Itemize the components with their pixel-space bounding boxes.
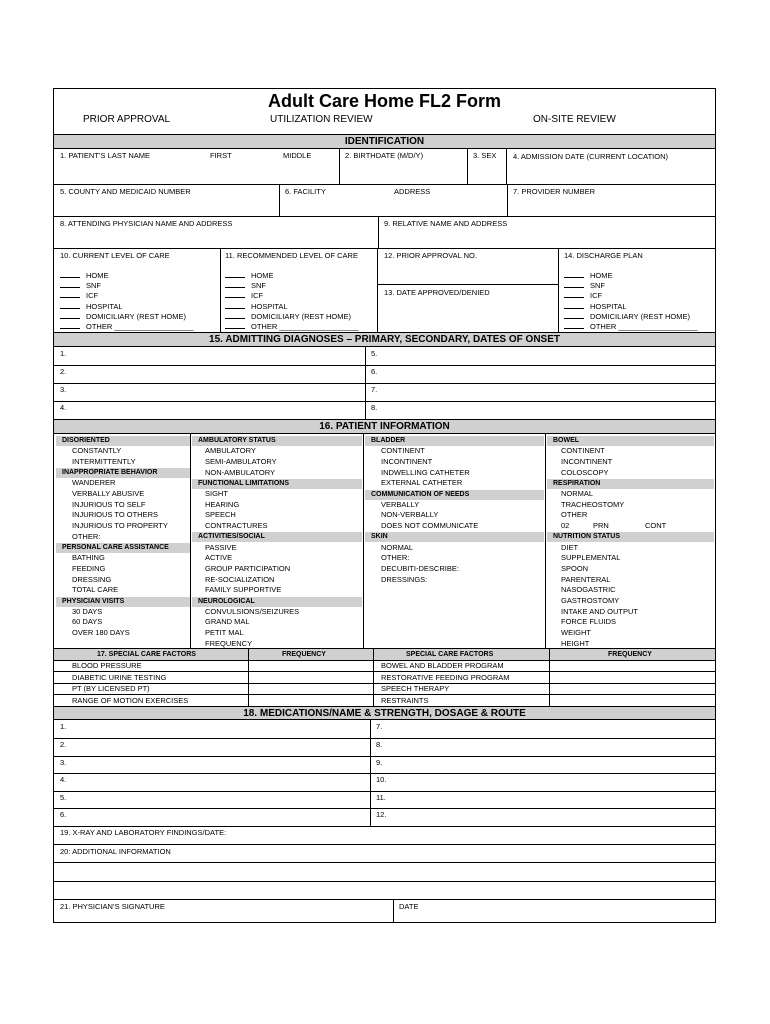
special-care-diabetic-urine[interactable]: DIABETIC URINE TESTING <box>72 673 167 682</box>
patient-info-item[interactable]: INJURIOUS TO SELF <box>72 499 146 509</box>
option-snf[interactable]: SNF <box>60 280 194 290</box>
patient-info-item[interactable]: INTAKE AND OUTPUT <box>561 606 638 616</box>
middle-name-label: MIDDLE <box>283 151 312 160</box>
patient-info-item[interactable]: GASTROSTOMY <box>561 596 620 605</box>
section-heading: RESPIRATION <box>547 479 714 489</box>
option-icf[interactable]: ICF <box>60 290 194 300</box>
signature-date-label[interactable]: DATE <box>399 902 419 911</box>
section-heading: PHYSICIAN VISITS <box>56 597 190 607</box>
patient-info-item[interactable]: INCONTINENT <box>561 456 613 466</box>
patient-info-item[interactable]: INJURIOUS TO PROPERTY <box>72 521 168 531</box>
patient-info-item[interactable]: GROUP PARTICIPATION <box>205 563 291 573</box>
section-heading: NEUROLOGICAL <box>192 597 362 607</box>
patient-info-item[interactable]: SIGHT <box>205 489 228 498</box>
patient-info-item[interactable]: NORMAL <box>561 489 594 498</box>
patient-info-item[interactable]: OTHER: <box>381 553 410 563</box>
patient-info-item[interactable]: FEEDING <box>72 563 106 573</box>
medication-5[interactable]: 5. <box>60 793 67 802</box>
medication-6[interactable]: 6. <box>60 810 67 819</box>
patient-info-item[interactable]: FORCE FLUIDS <box>561 617 617 627</box>
medication-4[interactable]: 4. <box>60 775 67 784</box>
medications-header: 18. MEDICATIONS/NAME & STRENGTH, DOSAGE & ROUTE <box>54 706 715 720</box>
diagnosis-8[interactable]: 8. <box>371 403 378 412</box>
option-other[interactable]: OTHER ___________________ <box>564 321 698 331</box>
option-home[interactable]: HOME <box>60 270 194 280</box>
patient-info-item[interactable]: GRAND MAL <box>205 617 250 627</box>
patient-info-item[interactable]: DRESSINGS: <box>381 574 428 584</box>
utilization-review-option[interactable]: UTILIZATION REVIEW <box>270 114 373 125</box>
medication-12[interactable]: 12. <box>376 810 387 819</box>
patient-info-item[interactable]: DRESSING <box>72 574 112 584</box>
current-level-label: 10. CURRENT LEVEL OF CARE <box>60 251 170 260</box>
option-hospital[interactable]: HOSPITAL <box>225 301 359 311</box>
patient-info-item[interactable]: VERBALLY ABUSIVE <box>72 489 145 498</box>
section-heading: FUNCTIONAL LIMITATIONS <box>192 479 362 489</box>
current-level-options <box>60 270 194 331</box>
special-care-bowel-bladder[interactable]: BOWEL AND BLADDER PROGRAM <box>381 661 504 670</box>
on-site-review-option[interactable]: ON-SITE REVIEW <box>533 114 616 125</box>
patient-info-item[interactable]: PARENTERAL <box>561 574 611 584</box>
section-heading: BLADDER <box>365 436 544 446</box>
diagnosis-5[interactable]: 5. <box>371 349 378 358</box>
prior-approval-no-label: 12. PRIOR APPROVAL NO. <box>384 251 477 260</box>
patient-info-item[interactable]: FAMILY SUPPORTIVE <box>205 585 282 595</box>
patient-info-item[interactable]: INTERMITTENTLY <box>72 456 136 466</box>
special-care-pt[interactable]: PT (BY LICENSED PT) <box>72 684 150 693</box>
physician-signature-label[interactable]: 21. PHYSICIAN’S SIGNATURE <box>60 902 165 911</box>
xray-lab-label[interactable]: 19. X-RAY AND LABORATORY FINDINGS/DATE: <box>60 828 227 837</box>
diagnoses-header: 15. ADMITTING DIAGNOSES – PRIMARY, SECONDARY, DATES OF ONSET <box>54 332 715 347</box>
admission-date-label: 4. ADMISSION DATE (CURRENT LOCATION) <box>513 152 669 161</box>
provider-number-label: 7. PROVIDER NUMBER <box>513 187 596 196</box>
section-heading: SKIN <box>365 532 544 542</box>
special-care-speech-therapy[interactable]: SPEECH THERAPY <box>381 684 450 693</box>
special-care-header: 17. SPECIAL CARE FACTORS <box>97 651 196 658</box>
patient-info-item[interactable]: PASSIVE <box>205 542 237 552</box>
patient-info-item[interactable]: CONTRACTURES <box>205 521 268 531</box>
special-care-header-right: SPECIAL CARE FACTORS <box>406 651 494 658</box>
section-heading: COMMUNICATION OF NEEDS <box>365 490 544 500</box>
patient-info-item[interactable]: SPOON <box>561 563 589 573</box>
section-heading: INAPPROPRIATE BEHAVIOR <box>56 468 190 478</box>
patient-info-item[interactable]: SUPPLEMENTAL <box>561 553 621 563</box>
patient-info-item[interactable]: TOTAL CARE <box>72 585 119 595</box>
diagnosis-4[interactable]: 4. <box>60 403 67 412</box>
option-home[interactable]: HOME <box>225 270 359 280</box>
first-name-label: FIRST <box>210 151 232 160</box>
relative-label: 9. RELATIVE NAME AND ADDRESS <box>384 219 508 228</box>
medication-7[interactable]: 7. <box>376 722 383 731</box>
date-approved-label: 13. DATE APPROVED/DENIED <box>384 288 490 297</box>
section-heading: DISORIENTED <box>56 436 190 446</box>
patient-info-item[interactable]: WANDERER <box>72 478 116 488</box>
patient-info-item[interactable]: DECUBITI-DESCRIBE: <box>381 563 459 573</box>
option-snf[interactable]: SNF <box>564 280 698 290</box>
special-care-restraints[interactable]: RESTRAINTS <box>381 696 429 705</box>
patient-info-item[interactable]: CONVULSIONS/SEIZURES <box>205 606 300 616</box>
discharge-plan-label: 14. DISCHARGE PLAN <box>564 251 643 260</box>
identification-header: IDENTIFICATION <box>54 134 715 149</box>
section-heading: AMBULATORY STATUS <box>192 436 362 446</box>
patient-info-item[interactable]: AMBULATORY <box>205 446 256 456</box>
patient-info-item[interactable]: SEMI-AMBULATORY <box>205 456 277 466</box>
patient-info-item[interactable]: FREQUENCY <box>205 638 253 648</box>
patient-info-item[interactable]: RE-SOCIALIZATION <box>205 574 275 584</box>
birthdate-label: 2. BIRTHDATE (M/D/Y) <box>345 151 424 160</box>
special-care-frequency-header-left: FREQUENCY <box>282 651 326 658</box>
patient-info-item[interactable]: 30 DAYS <box>72 606 103 616</box>
section-heading: PERSONAL CARE ASSISTANCE <box>56 543 190 553</box>
option-domiciliary[interactable]: DOMICILIARY (REST HOME) <box>225 311 359 321</box>
medication-2[interactable]: 2. <box>60 740 67 749</box>
option-other[interactable]: OTHER ___________________ <box>60 321 194 331</box>
prior-approval-option[interactable]: PRIOR APPROVAL <box>83 114 171 125</box>
form-title: Adult Care Home FL2 Form <box>267 91 502 111</box>
patient-info-item[interactable]: EXTERNAL CATHETER <box>381 478 463 488</box>
medication-9[interactable]: 9. <box>376 758 383 767</box>
patient-info-item[interactable]: 60 DAYS <box>72 617 103 627</box>
facility-label: 6. FACILITY <box>285 187 326 196</box>
sex-label: 3. SEX <box>473 151 497 160</box>
patient-info-item[interactable]: COLOSCOPY <box>561 467 609 477</box>
recommended-level-label: 11. RECOMMENDED LEVEL OF CARE <box>225 251 358 260</box>
section-heading: NUTRITION STATUS <box>547 532 714 542</box>
medication-10[interactable]: 10. <box>376 775 387 784</box>
patient-info-item[interactable]: OVER 180 DAYS <box>72 628 130 638</box>
diagnosis-6[interactable]: 6. <box>371 367 378 376</box>
section-heading: BOWEL <box>547 436 714 446</box>
diagnosis-7[interactable]: 7. <box>371 385 378 394</box>
patient-info-item[interactable]: DIET <box>561 542 579 552</box>
medication-3[interactable]: 3. <box>60 758 67 767</box>
recommended-level-options <box>225 270 359 331</box>
patient-info-item[interactable]: HEIGHT <box>561 638 590 648</box>
patient-info-item[interactable]: ACTIVE <box>205 553 233 563</box>
patient-info-item[interactable]: INJURIOUS TO OTHERS <box>72 510 158 520</box>
discharge-plan-options <box>564 270 698 331</box>
special-care-frequency-header-right: FREQUENCY <box>608 651 652 658</box>
medication-11[interactable]: 11. <box>376 793 386 802</box>
patient-info-item[interactable]: VERBALLY <box>381 499 420 509</box>
patient-info-item[interactable]: INCONTINENT <box>381 456 433 466</box>
option-hospital[interactable]: HOSPITAL <box>60 301 194 311</box>
patient-info-item[interactable]: NORMAL <box>381 542 414 552</box>
patient-info-item[interactable]: NASOGASTRIC <box>561 585 616 595</box>
patient-info-item[interactable]: CONTINENT <box>381 446 425 456</box>
patient-info-item[interactable]: NON-VERBALLY <box>381 510 439 520</box>
option-icf[interactable]: ICF <box>225 290 359 300</box>
special-care-blood-pressure[interactable]: BLOOD PRESSURE <box>72 661 142 670</box>
section-heading: ACTIVITIES/SOCIAL <box>192 532 362 542</box>
patient-info-item[interactable]: CONSTANTLY <box>72 446 122 456</box>
county-medicaid-label: 5. COUNTY AND MEDICAID NUMBER <box>60 187 191 196</box>
special-care-range-of-motion[interactable]: RANGE OF MOTION EXERCISES <box>72 696 189 705</box>
attending-physician-label: 8. ATTENDING PHYSICIAN NAME AND ADDRESS <box>60 219 233 228</box>
patient-info-item[interactable]: OTHER <box>561 510 588 520</box>
option-hospital[interactable]: HOSPITAL <box>564 301 698 311</box>
patient-info-item[interactable]: SPEECH <box>205 510 236 520</box>
diagnosis-1[interactable]: 1. <box>60 349 67 358</box>
option-domiciliary[interactable]: DOMICILIARY (REST HOME) <box>60 311 194 321</box>
patient-info-item[interactable]: BATHING <box>72 553 105 563</box>
o2-cont-label[interactable]: CONT <box>645 521 667 530</box>
patient-info-item[interactable]: NON-AMBULATORY <box>205 467 276 477</box>
option-snf[interactable]: SNF <box>225 280 359 290</box>
address-label: ADDRESS <box>394 187 431 196</box>
special-care-restorative-feeding[interactable]: RESTORATIVE FEEDING PROGRAM <box>381 673 510 682</box>
patient-info-item[interactable]: WEIGHT <box>561 628 591 638</box>
diagnosis-3[interactable]: 3. <box>60 385 67 394</box>
patient-info-item[interactable]: HEARING <box>205 499 240 509</box>
medication-8[interactable]: 8. <box>376 740 383 749</box>
patient-info-item[interactable]: PETIT MAL <box>205 628 244 638</box>
patient-info-item[interactable]: DOES NOT COMMUNICATE <box>381 521 479 531</box>
additional-info-label[interactable]: 20: ADDITIONAL INFORMATION <box>60 847 171 856</box>
patient-info-header: 16. PATIENT INFORMATION <box>54 419 715 434</box>
patient-info-item[interactable]: TRACHEOSTOMY <box>561 499 625 509</box>
patient-info-item[interactable]: OTHER: <box>72 531 101 541</box>
medication-1[interactable]: 1. <box>60 722 67 731</box>
option-domiciliary[interactable]: DOMICILIARY (REST HOME) <box>564 311 698 321</box>
o2-prn-label[interactable]: PRN <box>593 521 609 530</box>
patient-info-item[interactable]: 02 <box>561 521 570 531</box>
last-name-label: 1. PATIENT’S LAST NAME <box>60 151 151 160</box>
patient-info-item[interactable]: CONTINENT <box>561 446 605 456</box>
diagnosis-2[interactable]: 2. <box>60 367 67 376</box>
patient-info-item[interactable]: INDWELLING CATHETER <box>381 467 470 477</box>
option-home[interactable]: HOME <box>564 270 698 280</box>
option-icf[interactable]: ICF <box>564 290 698 300</box>
option-other[interactable]: OTHER ___________________ <box>225 321 359 331</box>
